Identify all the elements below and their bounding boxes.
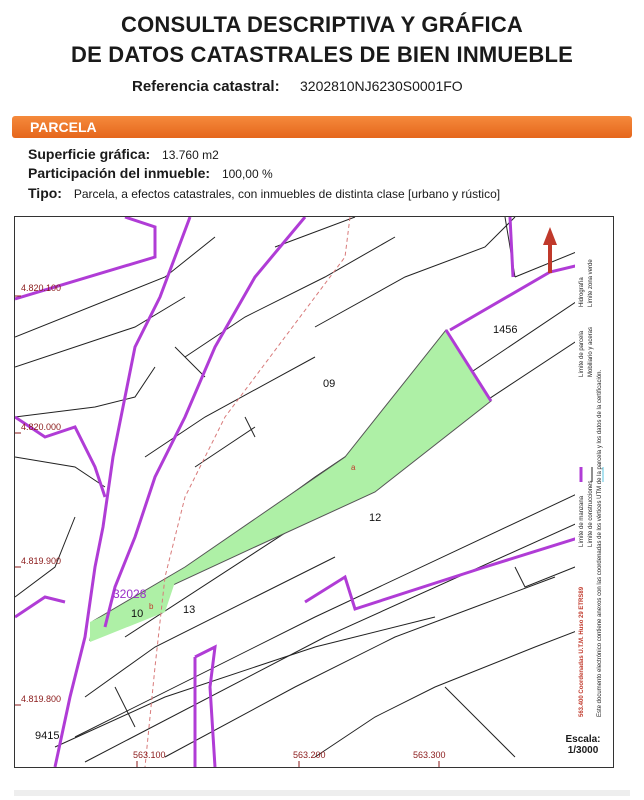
- parcel-id-label: 32028: [113, 587, 147, 601]
- ycoord-label: 4.820.100: [21, 283, 62, 293]
- plot-number: 09: [323, 378, 336, 390]
- document-title-line2: DE DATOS CATASTRALES DE BIEN INMUEBLE: [70, 42, 573, 67]
- cadastral-reference-label: Referencia catastral:: [132, 78, 280, 95]
- share-value: 100,00 %: [221, 167, 273, 181]
- legend-doc-note: Este documento electrónico contiene anexos con las coordenadas de los vértices UTM de la parcela y los datos de la certificación.: [597, 369, 603, 717]
- share-row: [28, 165, 273, 181]
- subparcel-label: a: [351, 463, 356, 472]
- cadastral-map[interactable]: [14, 216, 614, 768]
- cadastral-reference: [132, 78, 463, 95]
- type-label: Tipo:: [28, 185, 62, 201]
- type-value: Parcela, a efectos catastrales, con inmuebles de distinta clase [urbano y rústico]: [73, 187, 501, 201]
- road-lines: [75, 277, 613, 762]
- subparcel-label: b: [149, 602, 154, 611]
- legend-lim-manzana: Límite de manzana: [579, 495, 585, 547]
- xcoord-label: 563.100: [133, 750, 166, 760]
- plot-number: 10: [131, 608, 144, 620]
- section-header-parcela: [12, 116, 632, 138]
- xcoord-label: 563.300: [413, 750, 446, 760]
- ycoord-label: 4.820.000: [21, 422, 62, 432]
- type-row: [28, 185, 500, 201]
- legend-hidrografia: Hidrografía: [579, 277, 585, 307]
- xcoord-label: 563.200: [293, 750, 326, 760]
- scale-box: [557, 734, 609, 764]
- ycoord-label: 4.819.900: [21, 556, 62, 566]
- legend-mobiliario: Mobiliario y aceras: [588, 326, 594, 377]
- share-label: Participación del inmueble:: [28, 165, 211, 181]
- coordinate-ticks: [15, 296, 439, 767]
- surface-value: 13.760 m2: [162, 148, 219, 162]
- surface-row: [28, 146, 219, 162]
- scale-value: 1/3000: [567, 745, 599, 756]
- ycoord-label: 4.819.800: [21, 694, 62, 704]
- legend-lim-construcciones: Límite de construcciones: [588, 480, 594, 547]
- surface-label: Superficie gráfica:: [28, 146, 151, 162]
- legend-coords-note: 563.400 Coordenadas U.T.M. Huso 29 ETRS89: [579, 586, 585, 717]
- plot-number: 9415: [35, 730, 60, 742]
- map-svg: [15, 217, 613, 767]
- section-header-label: PARCELA: [30, 119, 97, 135]
- cadastral-reference-value: 3202810NJ6230S0001FO: [300, 78, 463, 94]
- legend-lim-parcela: Límite de parcela: [579, 330, 585, 377]
- plot-number: 12: [369, 512, 382, 524]
- scale-label: Escala:: [565, 734, 601, 745]
- parcel-polygon[interactable]: [90, 330, 491, 640]
- plot-number: 13: [183, 604, 196, 616]
- footer-divider: [14, 790, 630, 796]
- north-arrow-icon: [543, 227, 557, 273]
- plot-number: 1456: [493, 324, 518, 336]
- legend-zona-verde: Límite zona verde: [588, 259, 594, 307]
- document-title-line1: CONSULTA DESCRIPTIVA Y GRÁFICA: [120, 12, 524, 37]
